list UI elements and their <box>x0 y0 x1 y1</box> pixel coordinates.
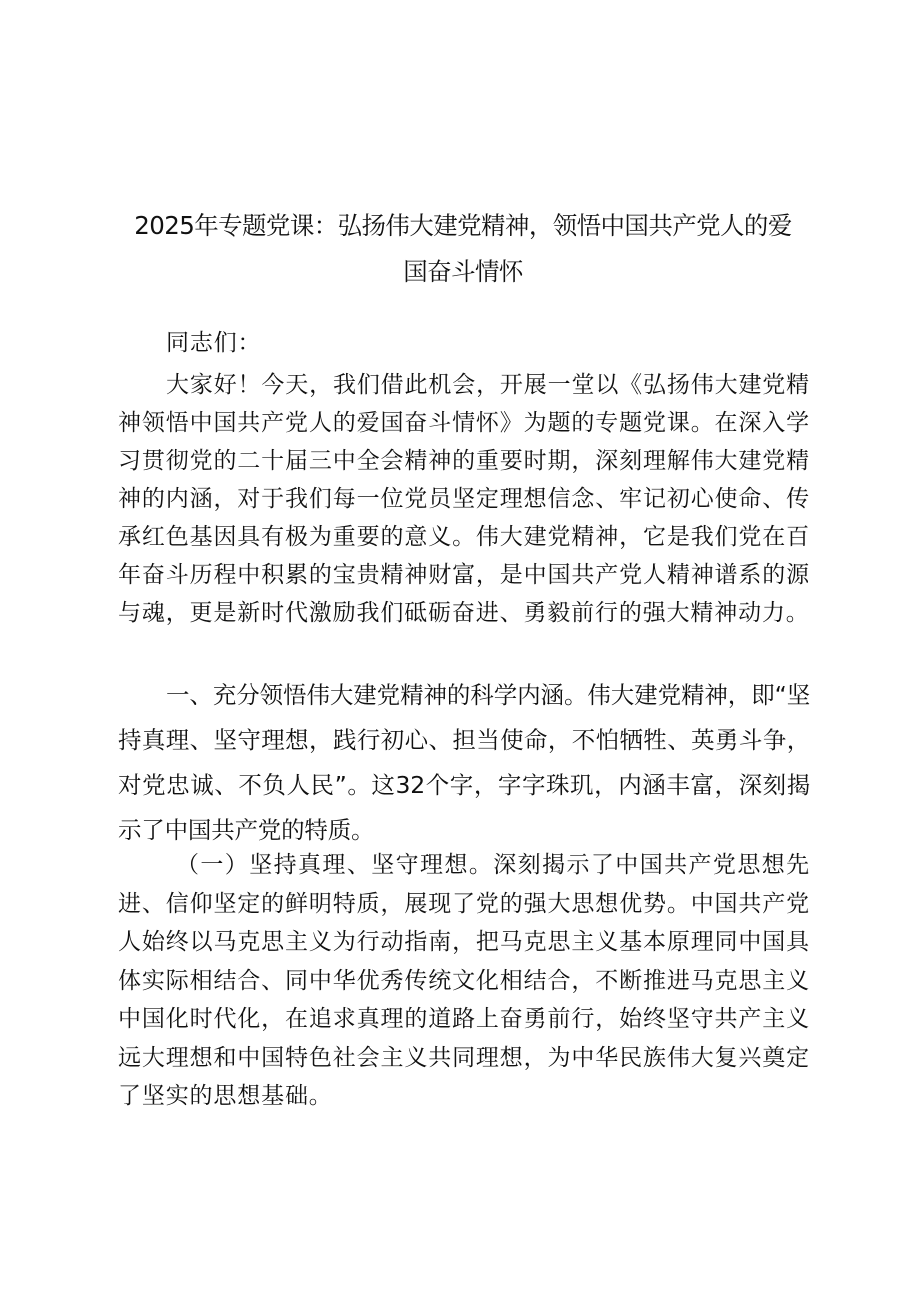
section-heading-1: 一、充分领悟伟大建党精神的科学内涵。伟大建党精神，即“坚持真理、坚守理想，践行初心、担当使命，不怕牺牲、英勇斗争，对党忠诚、不负人民”。这32个字，字字珠玑，内涵丰富，深刻揭示了中国共产党的特质。 <box>118 681 810 844</box>
salutation: 同志们： <box>166 330 262 356</box>
document-title-line-2: 国奋斗情怀 <box>403 257 523 286</box>
document-title <box>118 203 808 295</box>
subsection-paragraph-1: （一）坚持真理、坚守理想。深刻揭示了中国共产党思想先进、信仰坚定的鲜明特质，展现了党的强大思想优势。中国共产党人始终以马克思主义为行动指南，把马克思主义基本原理同中国具体实际相结合、同中华优秀传统文化相结合，不断推进马克思主义中国化时代化，在追求真理的道路上奋勇前行，始终坚守共产主义远大理想和中国特色社会主义共同理想，为中华民族伟大复兴奠定了坚实的思想基础。 <box>118 852 810 1109</box>
document-title-line-1: 2025年专题党课：弘扬伟大建党精神，领悟中国共产党人的爱 <box>134 211 792 240</box>
opening-paragraph: 大家好！今天，我们借此机会，开展一堂以《弘扬伟大建党精神领悟中国共产党人的爱国奋斗情怀》为题的专题党课。在深入学习贯彻党的二十届三中全会精神的重要时期，深刻理解伟大建党精神的内涵，对于我们每一位党员坚定理想信念、牢记初心使命、传承红色基因具有极为重要的意义。伟大建党精神，它是我们党在百年奋斗历程中积累的宝贵精神财富，是中国共产党人精神谱系的源与魂，更是新时代激励我们砥砺奋进、勇毅前行的强大精神动力。 <box>118 372 810 626</box>
